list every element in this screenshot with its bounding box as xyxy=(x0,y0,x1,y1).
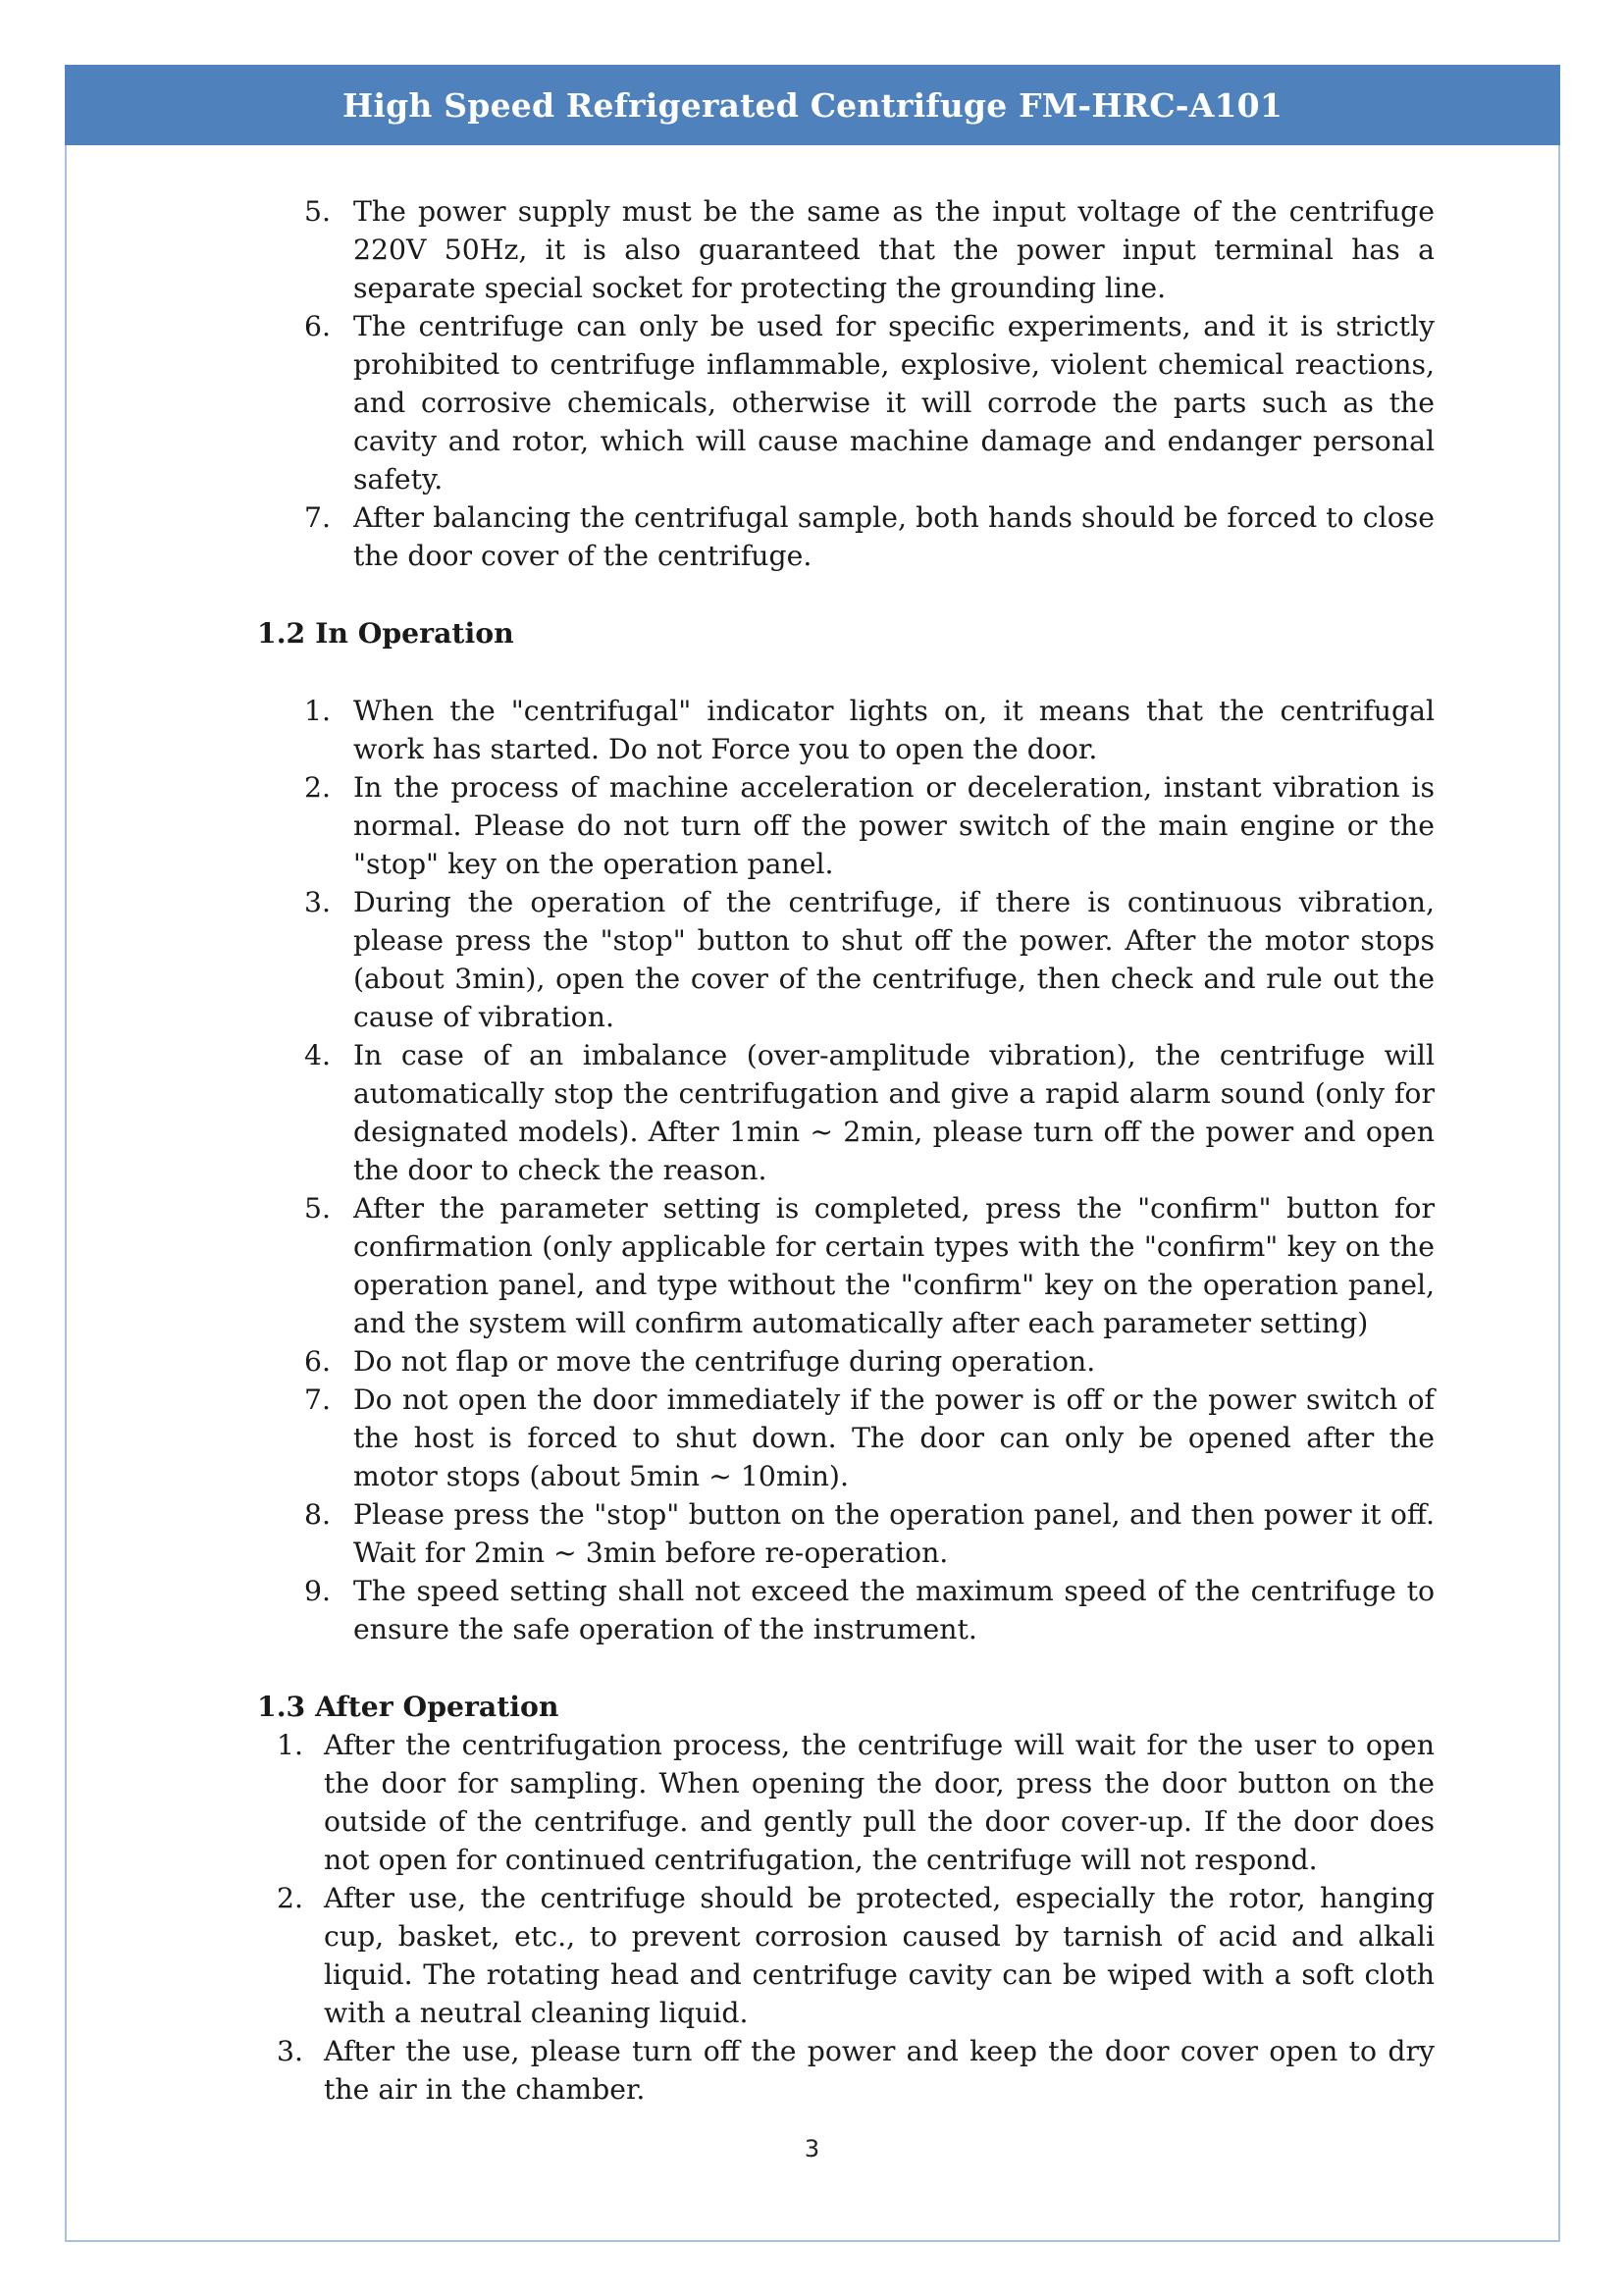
list-item-text: When the "centrifugal" indicator lights on, it means that the centrifugal work has started. Do not Force you to open the door. xyxy=(353,695,1435,765)
section-heading-after-operation: 1.3 After Operation xyxy=(257,1690,559,1723)
list-item: 5. After the parameter setting is completed, press the "confirm" button for confirmation (only applicable for certain types with the "confirm" key on the operation panel, and type without the "confirm" key on the operation panel, and the system will confirm automatically after each parameter setting) xyxy=(304,1192,1435,1339)
list-item: 3. After the use, please turn off the power and keep the door cover open to dry the air in the chamber. xyxy=(277,2035,1435,2106)
list-item-text: The speed setting shall not exceed the maximum speed of the centrifuge to ensure the safe operation of the instrument. xyxy=(353,1575,1435,1645)
list-item-text: After the use, please turn off the power and keep the door cover open to dry the air in the chamber. xyxy=(324,2035,1435,2106)
list-item-text: After use, the centrifuge should be protected, especially the rotor, hanging cup, basket, etc., to prevent corrosion caused by tarnish of acid and alkali liquid. The rotating head and centrifuge cavity can be wiped with a soft cloth with a neutral cleaning liquid. xyxy=(324,1882,1435,2029)
intro-list xyxy=(257,192,1435,575)
list-item: 3. During the operation of the centrifuge, if there is continuous vibration, please press the "stop" button to shut off the power. After the motor stops (about 3min), open the cover of the centrifuge, then check and rule out the cause of vibration. xyxy=(304,886,1435,1033)
list-item: 6. The centrifuge can only be used for specific experiments, and it is strictly prohibited to centrifuge inflammable, explosive, violent chemical reactions, and corrosive chemicals, otherwise it will corrode the parts such as the cavity and rotor, which will cause machine damage and endanger personal safety. xyxy=(304,310,1435,496)
list-item-text: During the operation of the centrifuge, if there is continuous vibration, please press the "stop" button to shut off the power. After the motor stops (about 3min), open the cover of the centrifuge, then check and rule out the cause of vibration. xyxy=(353,886,1435,1033)
list-item: 2. In the process of machine acceleration or deceleration, instant vibration is normal. Please do not turn off the power switch of the main engine or the "stop" key on the operation panel. xyxy=(304,771,1435,880)
list-item: 7. After balancing the centrifugal sample, both hands should be forced to close the door cover of the centrifuge. xyxy=(304,501,1435,572)
list-item: 7. Do not open the door immediately if the power is off or the power switch of the host is forced to shut down. The door can only be opened after the motor stops (about 5min ~ 10min). xyxy=(304,1383,1435,1492)
list-item-text: In case of an imbalance (over-amplitude vibration), the centrifuge will automatically stop the centrifugation and give a rapid alarm sound (only for designated models). After 1min ~ 2min, please turn off the power and open the door to check the reason. xyxy=(353,1039,1435,1186)
in-operation-list xyxy=(257,692,1435,1648)
list-item: 4. In case of an imbalance (over-amplitude vibration), the centrifuge will automatically stop the centrifugation and give a rapid alarm sound (only for designated models). After 1min ~ 2min, please turn off the power and open the door to check the reason. xyxy=(304,1039,1435,1186)
list-item-text: The power supply must be the same as the input voltage of the centrifuge 220V 50Hz, it is also guaranteed that the power input terminal has a separate special socket for protecting the grounding line. xyxy=(353,195,1435,304)
section-heading-in-operation: 1.2 In Operation xyxy=(257,616,514,650)
list-item-text: After the parameter setting is completed, press the "confirm" button for confirmation (only applicable for certain types with the "confirm" key on the operation panel, and type without the "confirm" key on the operation panel, and the system will confirm automatically after each parameter setting) xyxy=(353,1192,1435,1339)
list-item-text: After the centrifugation process, the centrifuge will wait for the user to open the door for sampling. When opening the door, press the door button on the outside of the centrifuge. and gently pull the door cover-up. If the door does not open for continued centrifugation, the centrifuge will not respond. xyxy=(324,1729,1435,1876)
list-item-text: Do not flap or move the centrifuge during operation. xyxy=(353,1345,1096,1378)
page-number: 3 xyxy=(804,2135,820,2163)
list-item-text: After balancing the centrifugal sample, both hands should be forced to close the door cover of the centrifuge. xyxy=(353,501,1435,572)
list-item-text: Do not open the door immediately if the power is off or the power switch of the host is forced to shut down. The door can only be opened after the motor stops (about 5min ~ 10min). xyxy=(353,1383,1435,1492)
list-item-text: In the process of machine acceleration or deceleration, instant vibration is normal. Please do not turn off the power switch of the main engine or the "stop" key on the operation panel. xyxy=(353,771,1435,880)
list-item: 1. When the "centrifugal" indicator lights on, it means that the centrifugal work has started. Do not Force you to open the door. xyxy=(304,695,1435,765)
list-item: 9. The speed setting shall not exceed the maximum speed of the centrifuge to ensure the safe operation of the instrument. xyxy=(304,1575,1435,1645)
page-content xyxy=(257,192,1435,2109)
document-title: High Speed Refrigerated Centrifuge FM-HRC-A101 xyxy=(342,85,1283,125)
list-item: 6. Do not flap or move the centrifuge during operation. xyxy=(304,1345,1096,1378)
list-item-text: Please press the "stop" button on the operation panel, and then power it off. Wait for 2min ~ 3min before re-operation. xyxy=(353,1498,1435,1569)
list-item: 8. Please press the "stop" button on the operation panel, and then power it off. Wait for 2min ~ 3min before re-operation. xyxy=(304,1498,1435,1569)
list-item: 2. After use, the centrifuge should be protected, especially the rotor, hanging cup, basket, etc., to prevent corrosion caused by tarnish of acid and alkali liquid. The rotating head and centrifuge cavity can be wiped with a soft cloth with a neutral cleaning liquid. xyxy=(277,1882,1435,2029)
header-banner xyxy=(65,65,1560,145)
list-item-text: The centrifuge can only be used for specific experiments, and it is strictly prohibited to centrifuge inflammable, explosive, violent chemical reactions, and corrosive chemicals, otherwise it will corrode the parts such as the cavity and rotor, which will cause machine damage and endanger personal safety. xyxy=(353,310,1435,496)
list-item: 5. The power supply must be the same as the input voltage of the centrifuge 220V 50Hz, it is also guaranteed that the power input terminal has a separate special socket for protecting the grounding line. xyxy=(304,195,1435,304)
list-item: 1. After the centrifugation process, the centrifuge will wait for the user to open the door for sampling. When opening the door, press the door button on the outside of the centrifuge. and gently pull the door cover-up. If the door does not open for continued centrifugation, the centrifuge will not respond. xyxy=(277,1729,1435,1876)
after-operation-list xyxy=(257,1726,1435,2109)
